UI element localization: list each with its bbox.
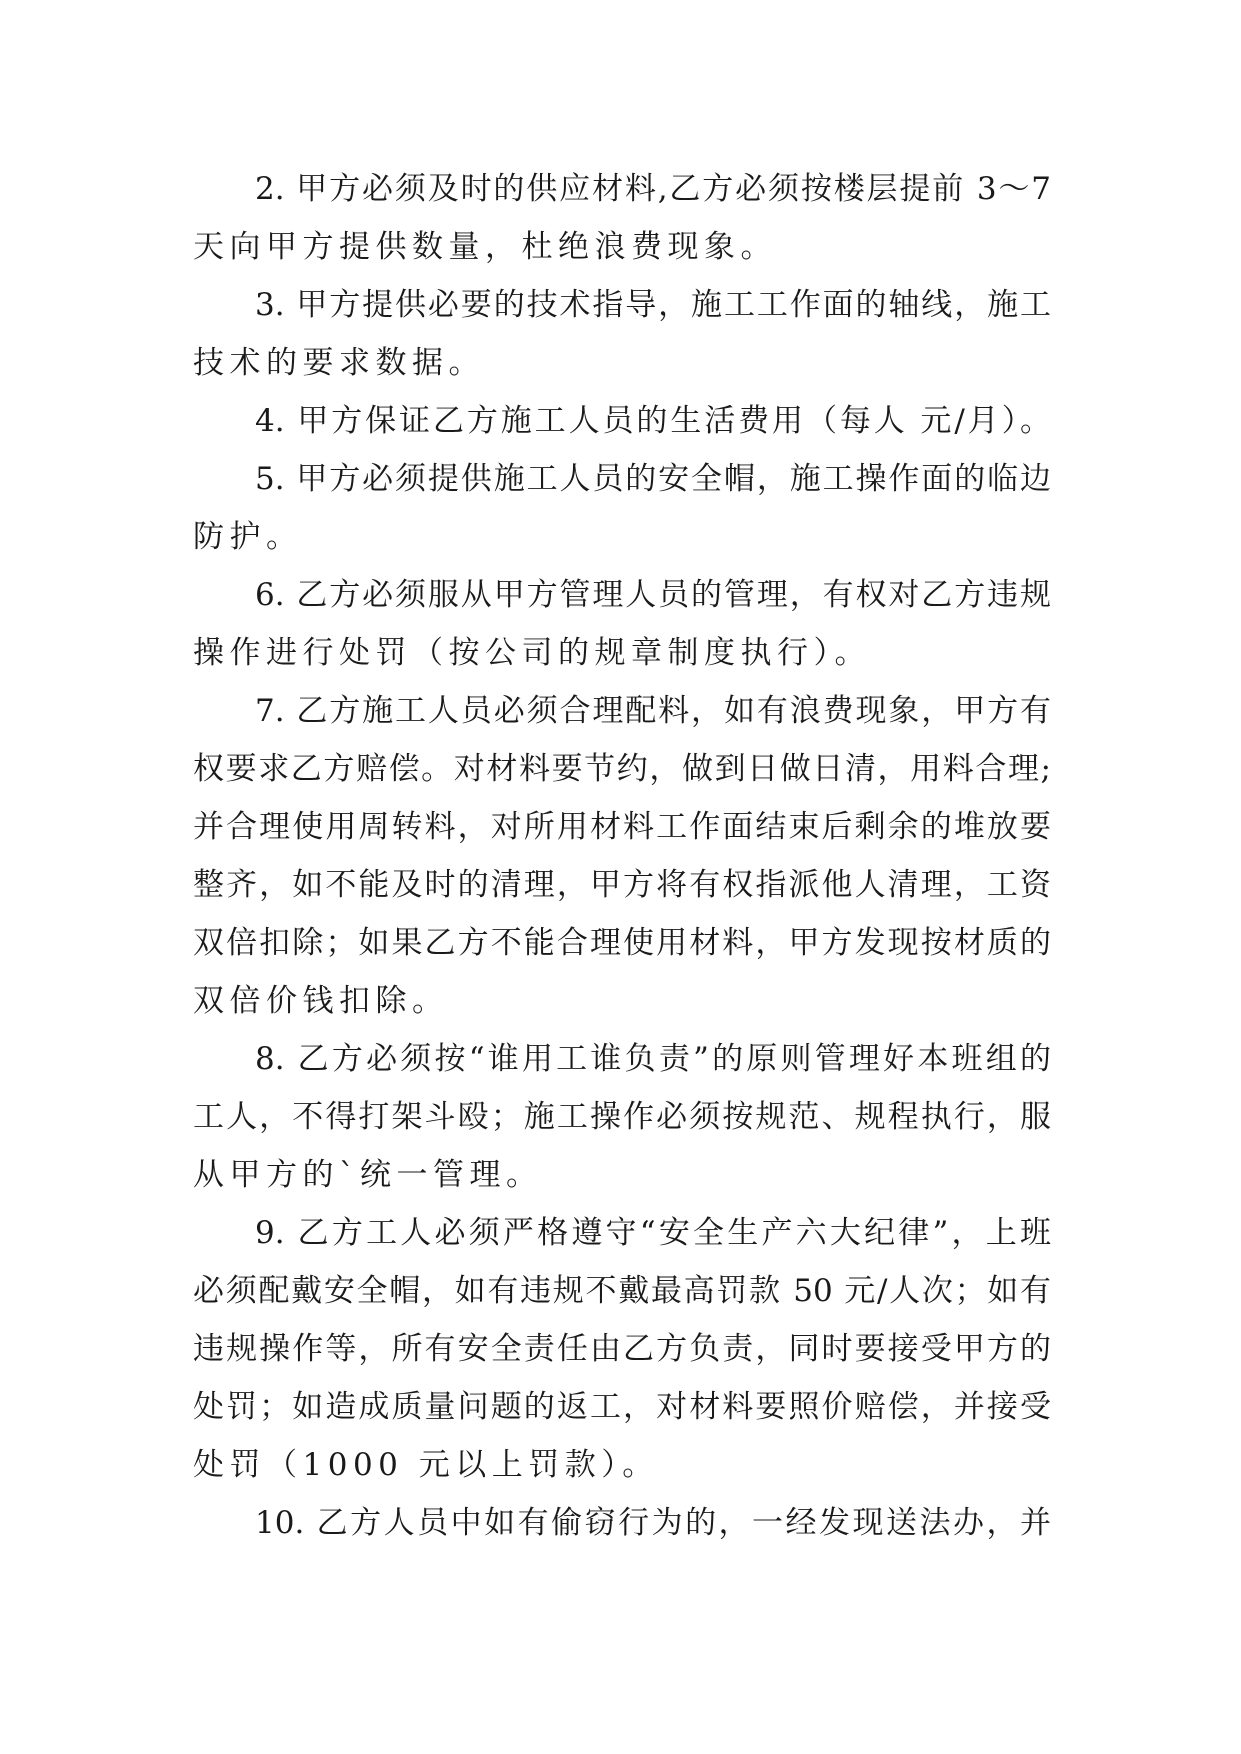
text-line: 整齐，如不能及时的清理，甲方将有权指派他人清理，工资 — [193, 867, 1051, 903]
text-line: 10. 乙方人员中如有偷窃行为的，一经发现送法办，并 — [255, 1505, 1051, 1541]
text-line: 4. 甲方保证乙方施工人员的生活费用（每人 元/月）。 — [255, 403, 1051, 439]
text-line: 6. 乙方必须服从甲方管理人员的管理，有权对乙方违规 — [255, 577, 1051, 613]
text-line: 必须配戴安全帽，如有违规不戴最高罚款 50 元/人次；如有 — [193, 1273, 1051, 1309]
text-line: 工人，不得打架斗殴；施工操作必须按规范、规程执行，服 — [193, 1099, 1051, 1135]
text-line: 操作进行处罚（按公司的规章制度执行）。 — [193, 635, 871, 671]
text-line: 处罚；如造成质量问题的返工，对材料要照价赔偿，并接受 — [193, 1389, 1051, 1425]
text-line: 双倍价钱扣除。 — [193, 983, 449, 1019]
text-line: 处罚（1000 元以上罚款）。 — [193, 1447, 659, 1483]
text-line: 防护。 — [193, 519, 303, 555]
text-line: 违规操作等，所有安全责任由乙方负责，同时要接受甲方的 — [193, 1331, 1051, 1367]
text-line: 天向甲方提供数量，杜绝浪费现象。 — [193, 229, 777, 265]
text-line: 3. 甲方提供必要的技术指导，施工工作面的轴线，施工 — [255, 287, 1051, 323]
text-line: 2. 甲方必须及时的供应材料,乙方必须按楼层提前 3～7 — [255, 171, 1051, 207]
text-line: 9. 乙方工人必须严格遵守“安全生产六大纪律”，上班 — [255, 1215, 1051, 1251]
text-line: 双倍扣除；如果乙方不能合理使用材料，甲方发现按材质的 — [193, 925, 1051, 961]
text-line: 7. 乙方施工人员必须合理配料，如有浪费现象，甲方有 — [255, 693, 1051, 729]
text-line: 权要求乙方赔偿。对材料要节约，做到日做日清，用料合理; — [193, 751, 1051, 787]
text-line: 并合理使用周转料，对所用材料工作面结束后剩余的堆放要 — [193, 809, 1051, 845]
text-line: 5. 甲方必须提供施工人员的安全帽，施工操作面的临边 — [255, 461, 1051, 497]
text-line: 从甲方的`统一管理。 — [193, 1157, 543, 1193]
text-line: 8. 乙方必须按“谁用工谁负责”的原则管理好本班组的 — [255, 1041, 1051, 1077]
document-body — [193, 160, 1051, 1552]
text-line: 技术的要求数据。 — [193, 345, 485, 381]
